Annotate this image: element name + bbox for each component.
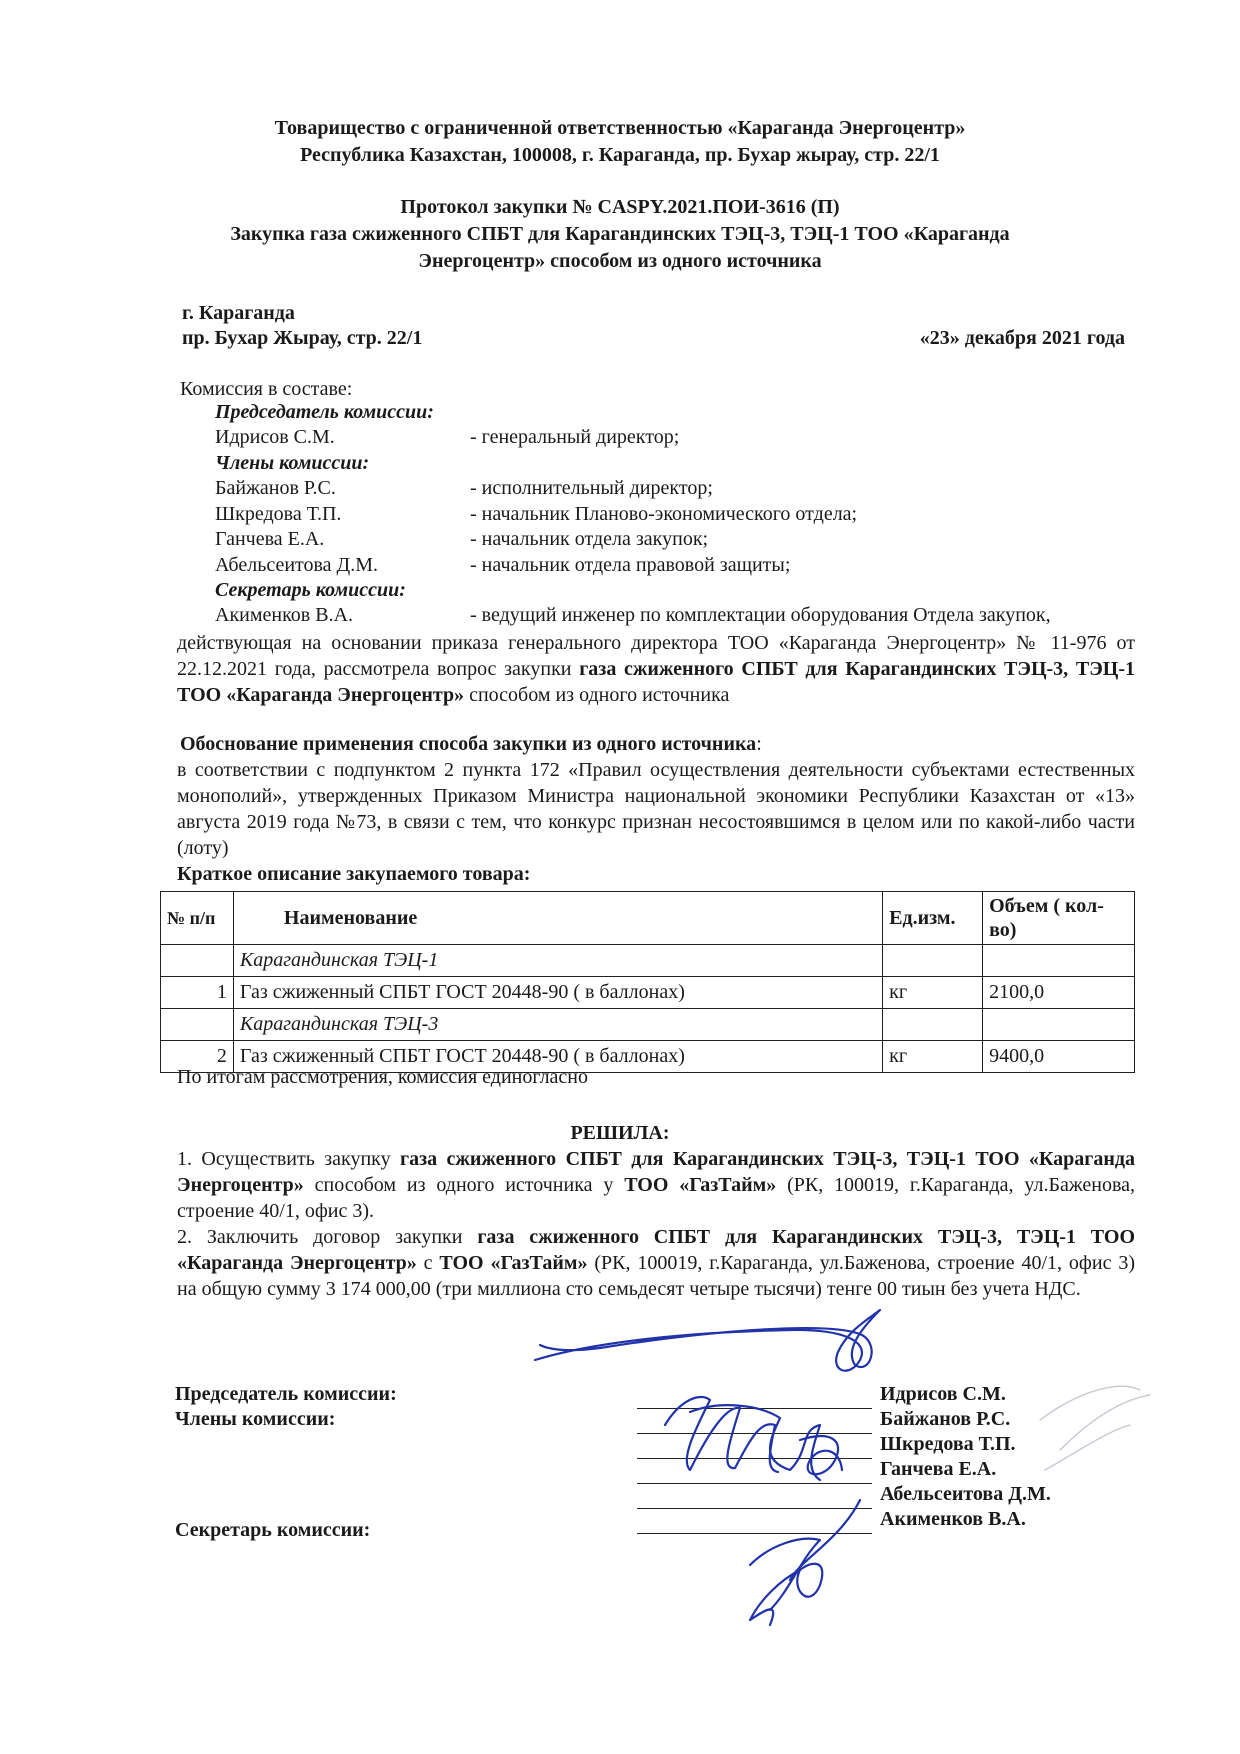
header-num: № п/п bbox=[161, 892, 234, 945]
signatory-name: Шкредова Т.П. bbox=[880, 1433, 1016, 1455]
chair-name: Идрисов С.М. bbox=[215, 426, 335, 448]
chair-position: - генеральный директор; bbox=[470, 426, 680, 448]
member-name: Ганчева Е.А. bbox=[215, 528, 325, 550]
protocol-date: «23» декабря 2021 года bbox=[919, 327, 1125, 349]
member-position: - исполнительный директор; bbox=[470, 477, 713, 499]
row-qty: 2100,0 bbox=[983, 977, 1135, 1009]
member-name: Абельсеитова Д.М. bbox=[215, 554, 378, 576]
place-street: пр. Бухар Жырау, стр. 22/1 bbox=[182, 327, 423, 349]
organization-address: Республика Казахстан, 100008, г. Караганда, пр. Бухар жырау, стр. 22/1 bbox=[300, 144, 940, 166]
secretary-name: Акименков В.А. bbox=[215, 604, 354, 626]
row-unit: кг bbox=[883, 977, 983, 1009]
protocol-title: Протокол закупки № CASPY.2021.ПОИ-3616 (П) bbox=[400, 196, 840, 218]
signature-stroke bbox=[750, 1539, 820, 1610]
signatory-name: Байжанов Р.С. bbox=[880, 1408, 1011, 1430]
goods-heading: Краткое описание закупаемого товара: bbox=[177, 863, 531, 885]
member-position: - начальник отдела правовой защиты; bbox=[470, 554, 791, 576]
justification-heading: Обоснование применения способа закупки из одного источника: bbox=[180, 733, 762, 755]
member-name: Байжанов Р.С. bbox=[215, 477, 336, 499]
decided-heading: РЕШИЛА: bbox=[570, 1122, 670, 1144]
members-role-label: Члены комиссии: bbox=[215, 452, 370, 474]
row-name: Газ сжиженный СПБТ ГОСТ 20448-90 ( в баллонах) bbox=[233, 977, 882, 1009]
commission-basis-paragraph: действующая на основании приказа генерального директора ТОО «Караганда Энергоцентр» № 11-976 от 22.12.2021 года, рассмотрела вопрос закупки газа сжиженного СПБТ для Карагандинских ТЭЦ-3, ТЭЦ-1 ТОО «Караганда Энергоцентр» способом из одного источника bbox=[177, 632, 1135, 706]
chair-role-label: Председатель комиссии: bbox=[215, 401, 434, 423]
signatory-name: Акименков В.А. bbox=[880, 1508, 1026, 1530]
member-name: Шкредова Т.П. bbox=[215, 503, 342, 525]
place-city: г. Караганда bbox=[182, 302, 295, 324]
signature-stroke bbox=[690, 1405, 820, 1480]
signatory-name: Ганчева Е.А. bbox=[880, 1458, 997, 1480]
member-position: - начальник Планово-экономического отдела; bbox=[470, 503, 858, 525]
protocol-subject-line-2: Энергоцентр» способом из одного источника bbox=[418, 250, 822, 272]
result-intro: По итогам рассмотрения, комиссия единогласно bbox=[177, 1066, 589, 1088]
signatory-name: Идрисов С.М. bbox=[880, 1383, 1006, 1405]
member-position: - начальник отдела закупок; bbox=[470, 528, 709, 550]
row-name: Газ сжиженный СПБТ ГОСТ 20448-90 ( в баллонах) bbox=[233, 1041, 882, 1073]
sign-secretary-label: Секретарь комиссии: bbox=[175, 1519, 371, 1541]
signature-stroke bbox=[800, 1436, 842, 1474]
row-unit: кг bbox=[883, 1041, 983, 1073]
protocol-subject-line-1: Закупка газа сжиженного СПБТ для Карагандинских ТЭЦ-3, ТЭЦ-1 ТОО «Караганда bbox=[230, 223, 1010, 245]
header-qty: Объем ( кол-во) bbox=[983, 892, 1135, 945]
organization-name: Товарищество с ограниченной ответственностью «Караганда Энергоцентр» bbox=[274, 117, 966, 139]
row-qty: 9400,0 bbox=[983, 1041, 1135, 1073]
decision-item-2: 2. Заключить договор закупки газа сжиженного СПБТ для Карагандинских ТЭЦ-3, ТЭЦ-1 ТОО «Караганда Энергоцентр» с ТОО «ГазТайм» (РК, 100019, г.Караганда, ул.Баженова, строение 40/1, офис 3) на общую сумму 3 174 000,00 (три миллиона сто семьдесят четыре тысячи) тенге 00 тиын без учета НДС. bbox=[177, 1226, 1135, 1300]
secretary-position: - ведущий инженер по комплектации оборудования Отдела закупок, bbox=[470, 604, 1051, 626]
row-num: 2 bbox=[161, 1041, 234, 1073]
header-name: Наименование bbox=[233, 892, 882, 945]
signature-stroke bbox=[750, 1500, 860, 1625]
group-title: Карагандинская ТЭЦ-1 bbox=[233, 945, 882, 977]
decision-item-1: 1. Осуществить закупку газа сжиженного СПБТ для Карагандинских ТЭЦ-3, ТЭЦ-1 ТОО «Караганда Энергоцентр» способом из одного источника у ТОО «ГазТайм» (РК, 100019, г.Караганда, ул.Баженова, строение 40/1, офис 3). bbox=[177, 1148, 1136, 1222]
header-unit: Ед.изм. bbox=[883, 892, 983, 945]
justification-text: в соответствии с подпунктом 2 пункта 172 «Правил осуществления деятельности субъектами естественных монополий», утвержденных Приказом Министра национальной экономики Республики Казахстан от «13» августа 2019 года №73, в связи с тем, что конкурс признан несостоявшимся в целом или по какой-либо части (лоту) bbox=[177, 759, 1135, 859]
sign-members-label: Члены комиссии: bbox=[175, 1408, 336, 1430]
secretary-role-label: Секретарь комиссии: bbox=[215, 579, 406, 601]
signature-stroke bbox=[535, 1310, 880, 1371]
group-title: Карагандинская ТЭЦ-3 bbox=[233, 1009, 882, 1041]
sign-chair-label: Председатель комиссии: bbox=[175, 1383, 397, 1405]
commission-intro: Комиссия в составе: bbox=[180, 378, 353, 400]
signature-stroke bbox=[665, 1397, 778, 1472]
row-num: 1 bbox=[161, 977, 234, 1009]
signatory-name: Абельсеитова Д.М. bbox=[880, 1483, 1051, 1505]
